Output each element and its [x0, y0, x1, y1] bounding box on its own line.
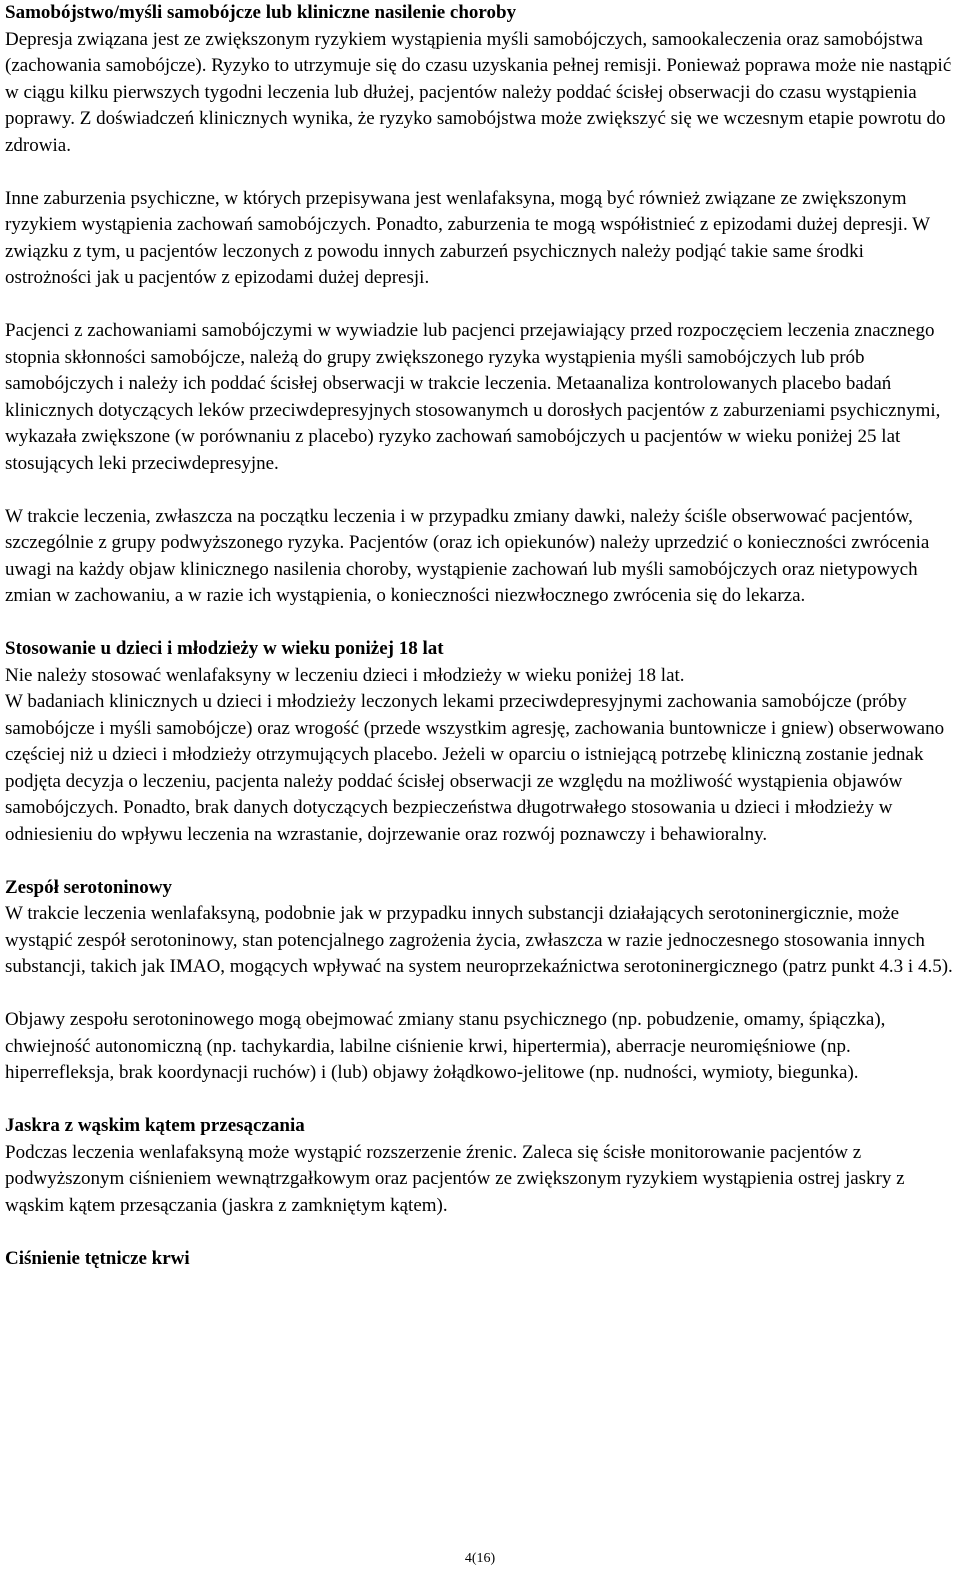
document-page [5, 0, 955, 1272]
paragraph: Podczas leczenia wenlafaksyną może wystąpić rozszerzenie źrenic. Zaleca się ścisłe monitorowanie pacjentów z podwyższonym ciśnieniem wewnątrzgałkowym oraz pacjentów ze zwiększonym ryzykiem wystąpienia ostrej jaskry z wąskim kątem przesączania (jaskra z zamkniętym kątem). [5, 1141, 905, 1216]
section-blood-pressure [5, 1246, 955, 1273]
section-suicide [5, 0, 955, 610]
section-gap [5, 610, 955, 637]
section-serotonin-syndrome [5, 875, 955, 1087]
paragraph: Objawy zespołu serotoninowego mogą obejmować zmiany stanu psychicznego (np. pobudzenie, omamy, śpiączka), chwiejność autonomiczną (np. tachykardia, labilne ciśnienie krwi, hipertermia), aberracje neuromięśniowe (np. hiperrefleksja, brak koordynacji ruchów) i (lub) objawy żołądkowo-jelitowe (np. nudności, wymioty, biegunka). [5, 1009, 886, 1083]
section-children [5, 636, 955, 848]
paragraph: W trakcie leczenia wenlafaksyną, podobnie jak w przypadku innych substancji działających serotoninergicznie, może wystąpić zespół serotoninowy, stan potencjalnego zagrożenia życia, zwłaszcza w razie jednoczesnego stosowania innych substancji, takich jak IMAO, mogących wpływać na system neuroprzekaźnictwa serotoninergicznego (patrz punkt 4.3 i 4.5). [5, 903, 953, 977]
paragraph-gap [5, 292, 955, 319]
paragraph: Depresja związana jest ze zwiększonym ryzykiem wystąpienia myśli samobójczych, samookaleczenia oraz samobójstwa (zachowania samobójcze). Ryzyko to utrzymuje się do czasu uzyskania pełnej remisji. Ponieważ poprawa może nie nastąpić w ciągu kilku pierwszych tygodni leczenia lub dłużej, pacjentów należy poddać ścisłej obserwacji do czasu wystąpienia poprawy. Z doświadczeń klinicznych wynika, że ryzyko samobójstwa może zwiększyć się we wczesnym etapie powrotu do zdrowia. [5, 28, 952, 156]
paragraph: W badaniach klinicznych u dzieci i młodzieży leczonych lekami przeciwdepresyjnymi zachowania samobójcze (próby samobójcze i myśli samobójcze) oraz wrogość (przede wszystkim agresję, zachowania buntownicze i gniew) obserwowano częściej niż u dzieci i młodzieży otrzymujących placebo. Jeżeli w oparciu o istniejącą potrzebę kliniczną zostanie jednak podjęta decyzja o leczeniu, pacjenta należy poddać ścisłej obserwacji ze względu na możliwość wystąpienia objawów samobójczych. Ponadto, brak danych dotyczących bezpieczeństwa długotrwałego stosowania u dzieci i młodzieży w odniesieniu do wpływu leczenia na wzrastanie, dojrzewanie oraz rozwój poznawczy i behawioralny. [5, 691, 945, 845]
section-heading: Jaskra z wąskim kątem przesączania [5, 1115, 305, 1136]
paragraph: Inne zaburzenia psychiczne, w których przepisywana jest wenlafaksyna, mogą być również związane ze zwiększonym ryzykiem wystąpienia zachowań samobójczych. Ponadto, zaburzenia te mogą współistnieć z epizodami dużej depresji. W związku z tym, u pacjentów leczonych z powodu innych zaburzeń psychicznych należy podjąć takie same środki ostrożności jak u pacjentów z epizodami dużej depresji. [5, 187, 930, 288]
section-gap [5, 1087, 955, 1114]
paragraph-gap [5, 477, 955, 504]
paragraph-gap [5, 159, 955, 186]
section-heading: Zespół serotoninowy [5, 876, 172, 898]
page-number: 4(16) [464, 1551, 496, 1566]
paragraph: Pacjenci z zachowaniami samobójczymi w wywiadzie lub pacjenci przejawiający przed rozpoczęciem leczenia znacznego stopnia skłonności samobójcze, należą do grupy zwiększonego ryzyka wystąpienia myśli samobójczych lub prób samobójczych i należy ich poddać ścisłej obserwacji w trakcie leczenia. Metaanaliza kontrolowanych placebo badań klinicznych dotyczących leków przeciwdepresyjnych stosowanymch u dorosłych pacjentów z zaburzeniami psychicznymi, wykazała zwiększone (w porównaniu z placebo) ryzyko zachowań samobójczych u pacjentów w wieku poniżej 25 lat stosujących leki przeciwdepresyjne. [5, 320, 941, 474]
section-glaucoma [5, 1113, 955, 1219]
section-gap [5, 848, 955, 875]
paragraph-gap [5, 981, 955, 1008]
paragraph: W trakcie leczenia, zwłaszcza na początku leczenia i w przypadku zmiany dawki, należy ściśle obserwować pacjentów, szczególnie z grupy podwyższonego ryzyka. Pacjentów (oraz ich opiekunów) należy uprzedzić o konieczności zwrócenia uwagi na każdy objaw klinicznego nasilenia choroby, wystąpienie zachowań lub myśli samobójczych oraz nietypowych zmian w zachowaniu, a w razie ich wystąpienia, o konieczności niezwłocznego zwrócenia się do lekarza. [5, 505, 930, 606]
section-heading: Samobójstwo/myśli samobójcze lub kliniczne nasilenie choroby [5, 2, 517, 23]
section-gap [5, 1219, 955, 1246]
section-heading: Ciśnienie tętnicze krwi [5, 1247, 190, 1269]
section-heading: Stosowanie u dzieci i młodzieży w wieku poniżej 18 lat [5, 638, 444, 659]
paragraph: Nie należy stosować wenlafaksyny w leczeniu dzieci i młodzieży w wieku poniżej 18 lat. [5, 664, 685, 686]
